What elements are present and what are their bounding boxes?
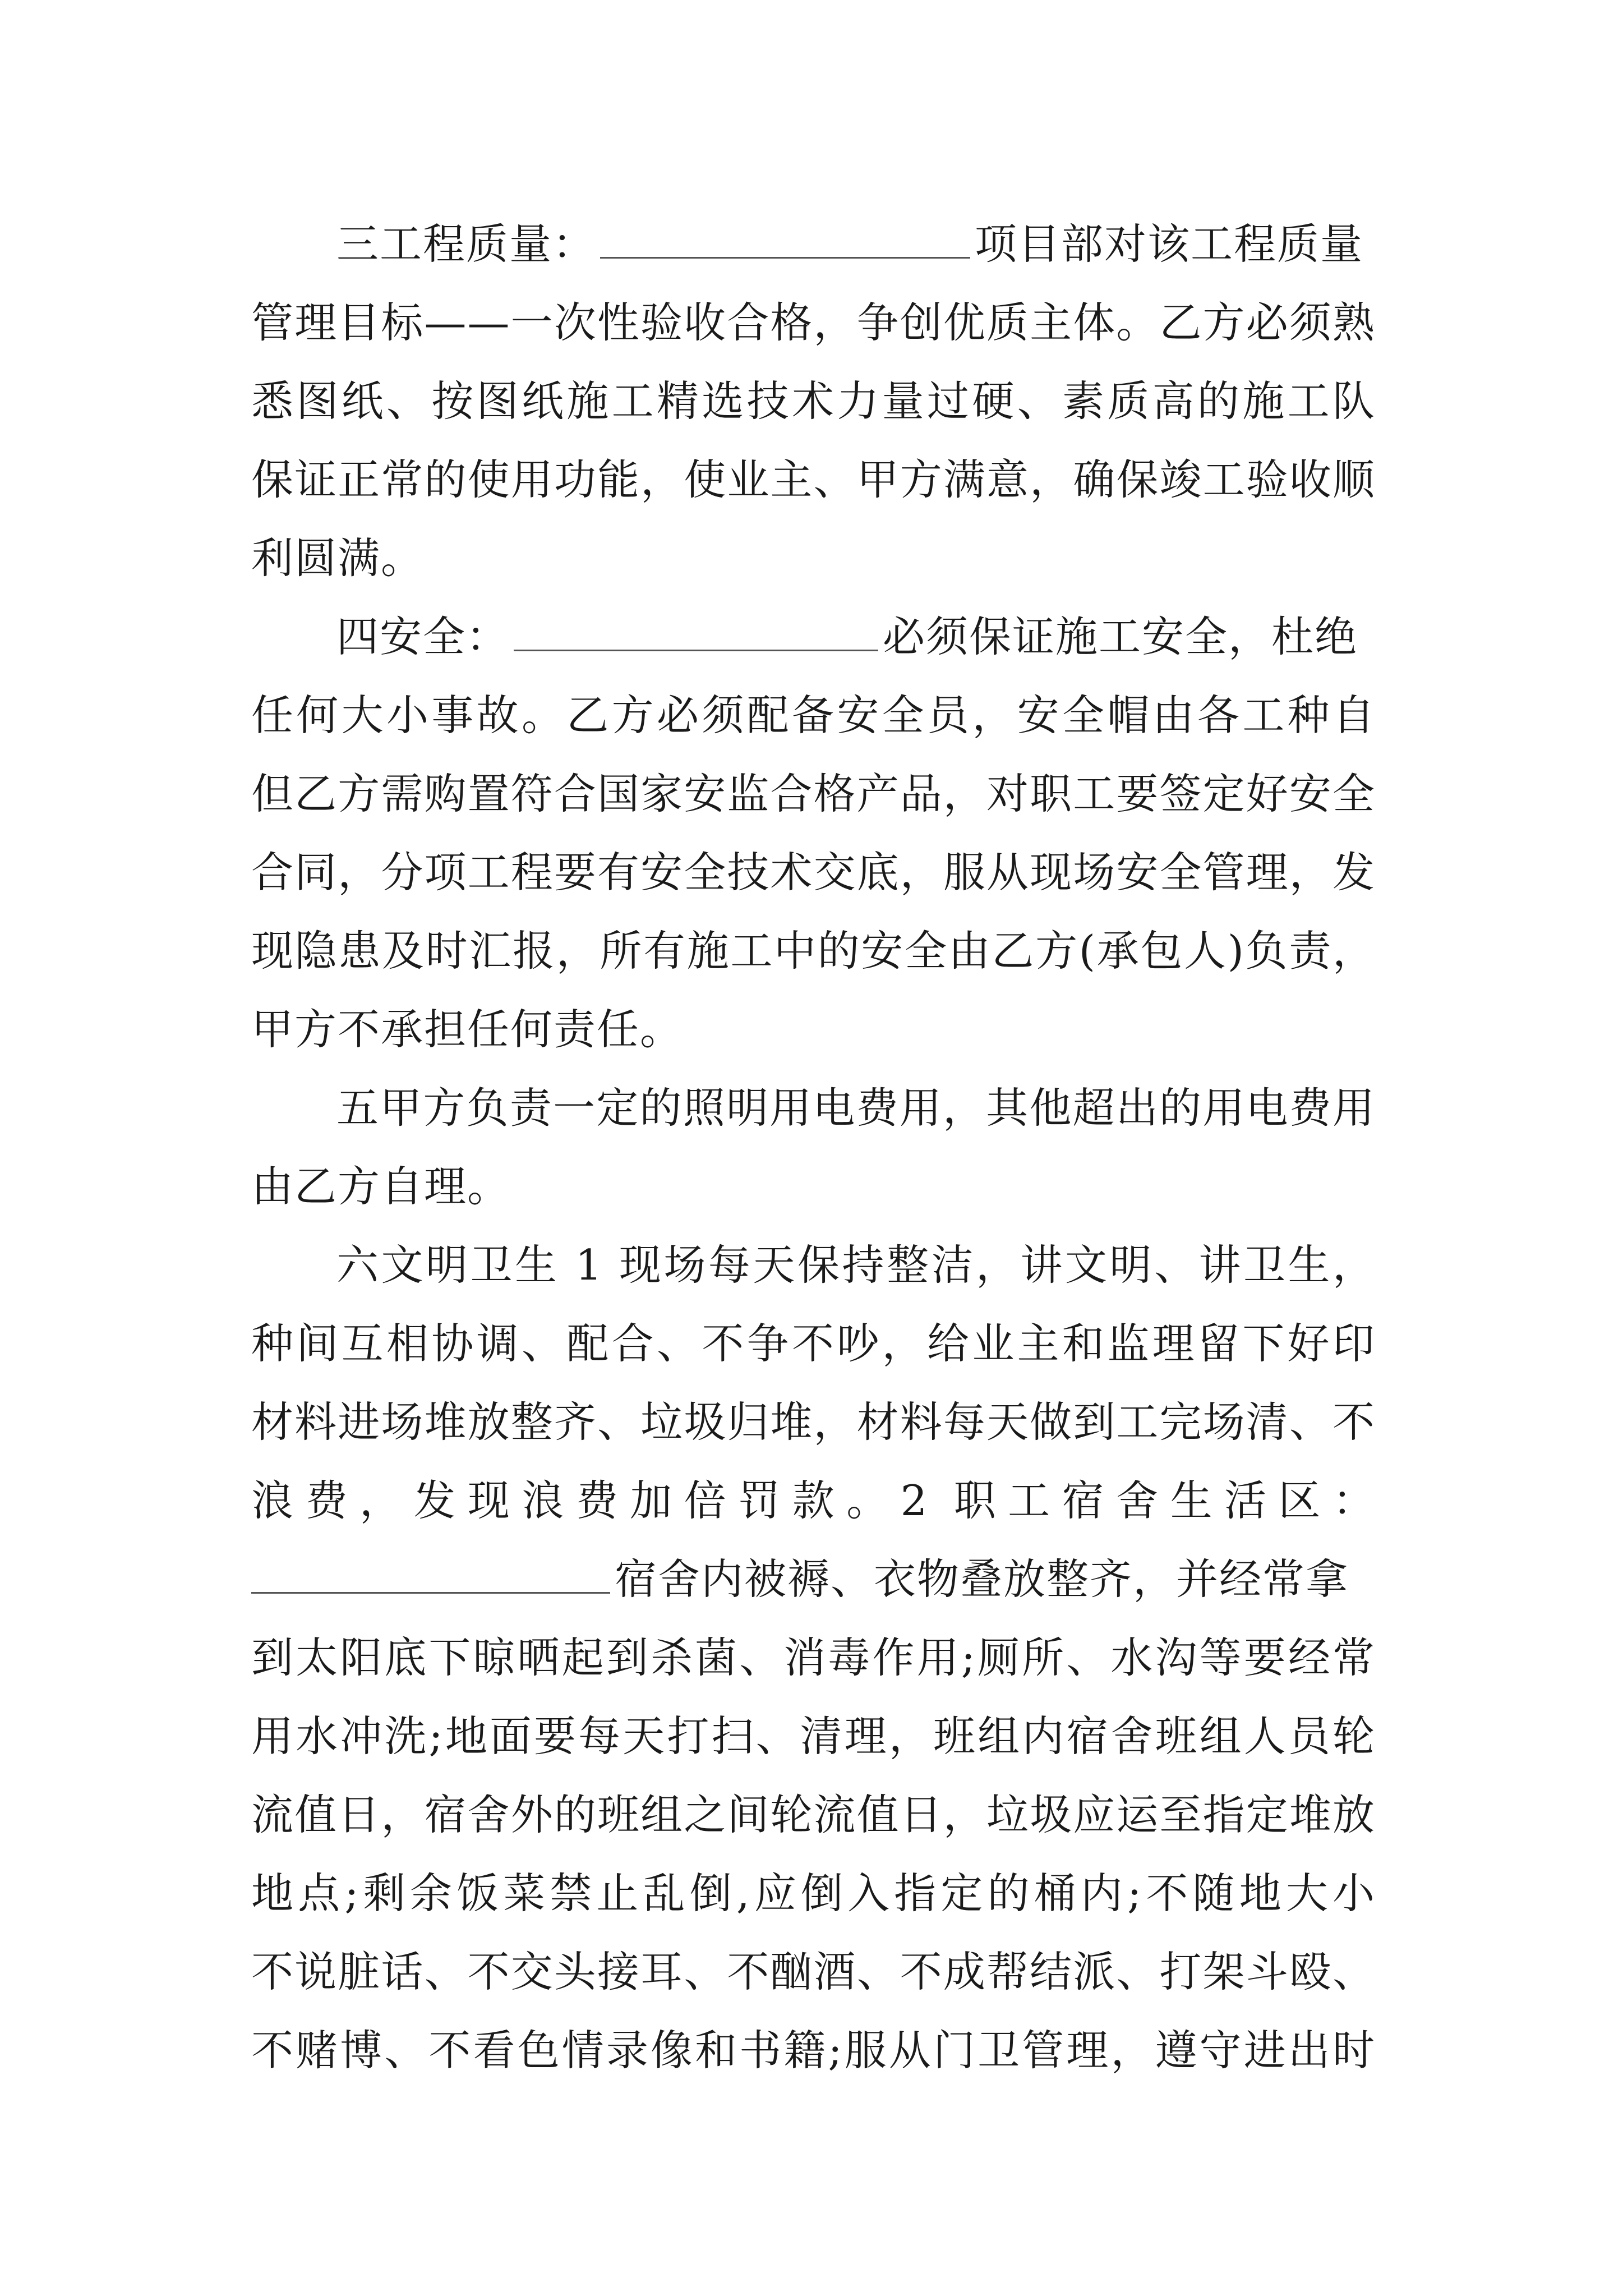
paragraph-6-line-9: 地点;剩余饭菜禁止乱倒,应倒入指定的桶内;不随地大小 [251,1869,1376,1918]
clause-4-heading: 四安全： [336,612,510,661]
fill-in-blank[interactable] [600,223,970,259]
clause-3-heading: 三工程质量： [336,219,596,269]
paragraph-4-line-2: 任何大小事故。乙方必须配备安全员，安全帽由各工种自 [251,691,1376,740]
paragraph-3-line-5: 利圆满。 [251,533,425,583]
paragraph-3-line-3: 悉图纸、按图纸施工精选技术力量过硬、素质高的施工队 [251,376,1376,426]
paragraph-6-line-5 [251,1540,1376,1618]
paragraph-4-line-4: 合同，分项工程要有安全技术交底，服从现场安全管理，发 [251,848,1376,897]
paragraph-4-line-5: 现隐患及时汇报，所有施工中的安全由乙方(承包人)负责， [251,926,1376,976]
paragraph-6-line-11: 不赌博、不看色情录像和书籍;服从门卫管理，遵守进出时 [251,2026,1376,2075]
paragraph-4-line-1 [336,597,1376,676]
paragraph-6-line-4: 浪费，发现浪费加倍罚款。2 职工宿舍生活区： [251,1476,1376,1525]
paragraph-3-line-4: 保证正常的使用功能，使业主、甲方满意，确保竣工验收顺 [251,455,1376,504]
paragraph-5-line-2: 由乙方自理。 [251,1162,511,1211]
paragraph-6-line-10: 不说脏话、不交头接耳、不酗酒、不成帮结派、打架斗殴、 [251,1947,1376,1996]
paragraph-3-line-2: 管理目标——一次性验收合格，争创优质主体。乙方必须熟 [251,298,1376,347]
paragraph-4-line-6: 甲方不承担任何责任。 [251,1005,684,1054]
clause-4-text: 必须保证施工安全，杜绝 [883,612,1358,661]
paragraph-4-line-3: 但乙方需购置符合国家安监合格产品，对职工要签定好安全 [251,769,1376,818]
paragraph-6-line-7: 用水冲洗;地面要每天打扫、清理，班组内宿舍班组人员轮 [251,1711,1376,1761]
paragraph-6-line-2: 种间互相协调、配合、不争不吵，给业主和监理留下好印 [251,1319,1376,1368]
clause-3-text: 项目部对该工程质量 [975,219,1364,269]
paragraph-6-line-3: 材料进场堆放整齐、垃圾归堆，材料每天做到工完场清、不 [251,1397,1376,1447]
dormitory-text: 宿舍内被褥、衣物叠放整齐，并经常拿 [615,1554,1349,1604]
fill-in-blank[interactable] [251,1558,610,1594]
paragraph-5-line-1: 五甲方负责一定的照明用电费用，其他超出的用电费用 [336,1083,1376,1133]
paragraph-6-line-8: 流值日，宿舍外的班组之间轮流值日，垃圾应运至指定堆放 [251,1790,1376,1839]
fill-in-blank[interactable] [514,616,878,651]
paragraph-3-line-1 [336,205,1376,283]
paragraph-6-line-6: 到太阳底下晾晒起到杀菌、消毒作用;厕所、水沟等要经常 [251,1633,1376,1682]
paragraph-6-line-1: 六文明卫生 1 现场每天保持整洁，讲文明、讲卫生， [336,1240,1376,1290]
